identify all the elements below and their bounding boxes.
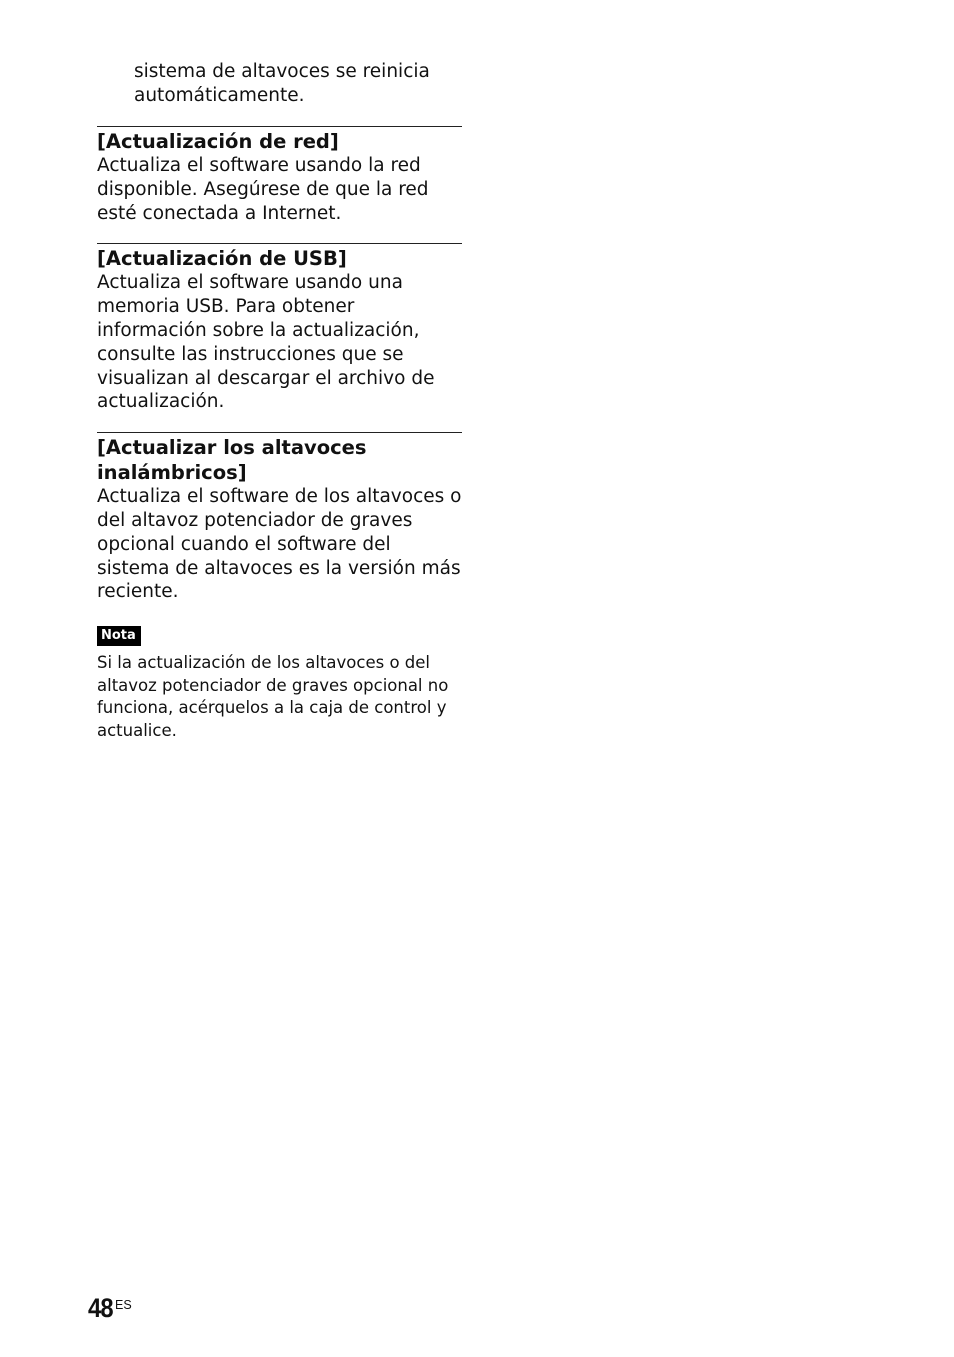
main-column [97,60,462,742]
section-network-update [97,126,462,225]
section-title: [Actualización de red] [97,130,339,153]
section-body: Actualiza el software de los altavoces o del altavoz potenciador de graves opcional cuando el software del sistema de altavoces es la versión más reciente. [97,486,462,603]
section-body: Actualiza el software usando la red disponible. Asegúrese de que la red esté conectada a Internet. [97,155,429,224]
continuation-paragraph: sistema de altavoces se reinicia automáticamente. [134,61,430,106]
page-language-code: ES [115,1298,132,1312]
note-body: Si la actualización de los altavoces o del altavoz potenciador de graves opcional no funciona, acérquelos a la caja de control y actualice. [97,653,449,740]
section-usb-update [97,243,462,414]
page-number: 48 [88,1293,113,1323]
section-title: [Actualizar los altavoces inalámbricos] [97,436,367,485]
section-wireless-speakers-update [97,432,462,604]
section-body: Actualiza el software usando una memoria USB. Para obtener información sobre la actualización, consulte las instrucciones que se visualizan al descargar el archivo de actualización. [97,272,435,413]
note-label: Nota [97,626,141,646]
section-title: [Actualización de USB] [97,247,347,271]
